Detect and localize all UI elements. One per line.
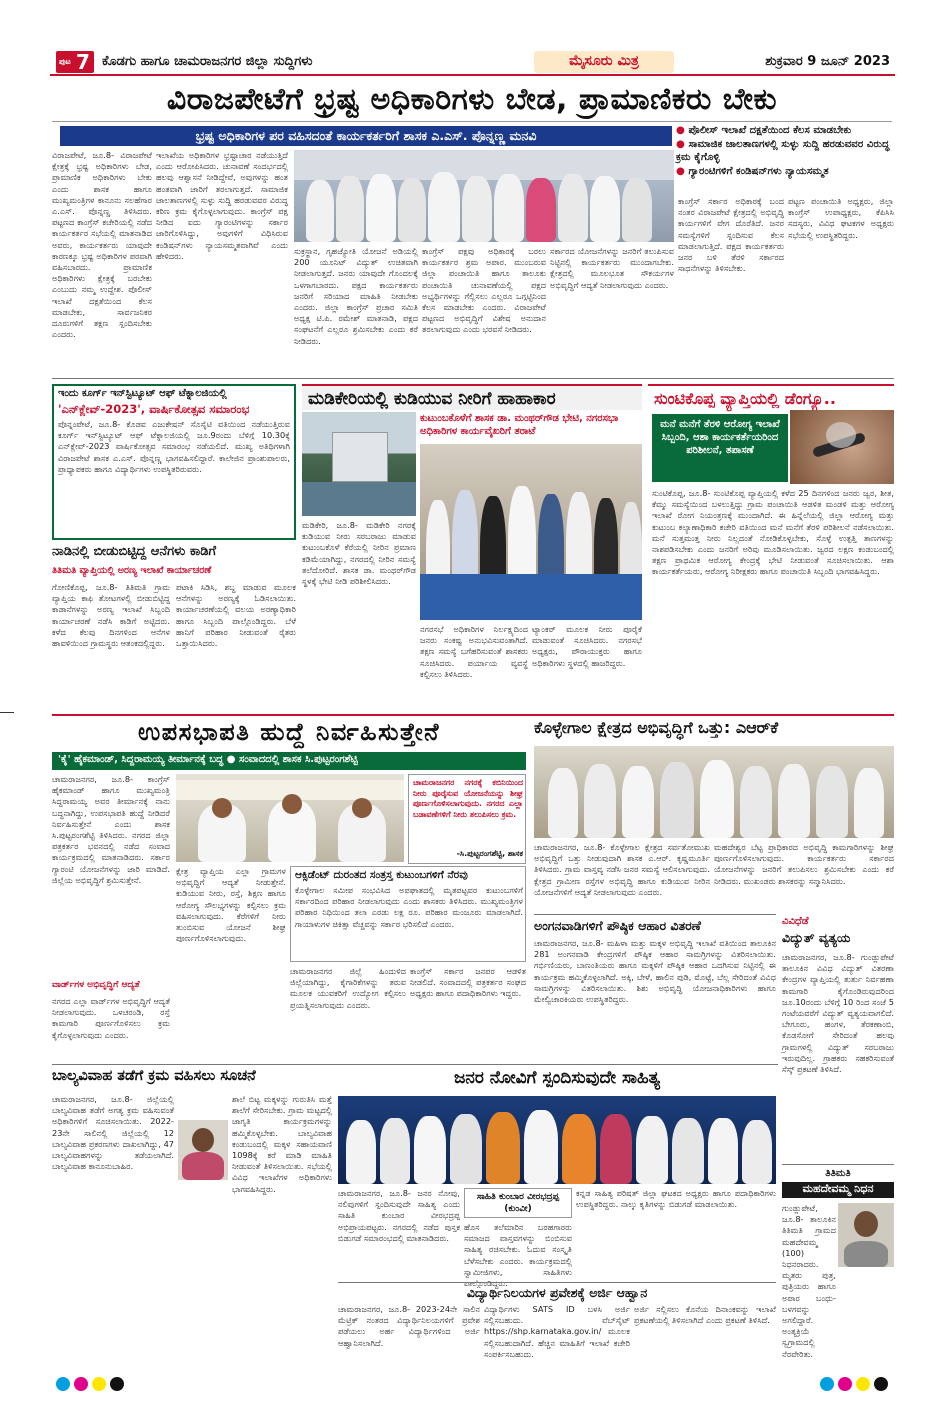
lead-bullets xyxy=(676,124,894,192)
accident-box xyxy=(290,866,526,962)
reg-dot xyxy=(856,1377,870,1391)
lead-bullet: ● ಗ್ಯಾರಂಟಿಗಳಿಗೆ ಕಂಡಿಷನ್‌ಗಳು ನ್ಯಾಯಸಮ್ಮತ xyxy=(676,165,829,177)
deputy-column-1: ಚಾಮರಾಜನಗರ, ಜೂ.8- ಕಾಂಗ್ರೆಸ್ ಹೈಕಮಾಂಡ್ ಹಾಗೂ ಮುಖ್ಯಮಂತ್ರಿ ಸಿದ್ದರಾಮಯ್ಯ ಅವರ ತೀರ್ಮಾನಕ್ಕೆ ನಾನು ಬದ್ಧನಾಗಿದ್ದು, ಉಪಸಭಾಪತಿ ಹುದ್ದೆ ನೀಡಿದರೆ ನಿರ್ವಹಿಸುತ್ತೇನೆ ಎಂದು ಶಾಸಕ ಸಿ.ಪುಟ್ಟರಂಗಶೆಟ್ಟಿ ತಿಳಿಸಿದರು. ನಗರದ ಜಿಲ್ಲಾ ಪತ್ರಕರ್ತರ ಭವನದಲ್ಲಿ ನಡೆದ ಸಂವಾದ ಕಾರ್ಯಕ್ರಮದಲ್ಲಿ ಮಾತನಾಡಿದರು. ಸರ್ಕಾರ ಗ್ಯಾರಂಟಿ ಯೋಜನೆಗಳನ್ನು ಜಾರಿ ಮಾಡಿದೆ. ಜಿಲ್ಲೆಯ ಅಭಿವೃದ್ಧಿಗೆ ಶ್ರಮಿಸುತ್ತೇನೆ. xyxy=(52,774,170,885)
dengue-headline: ಸುಂಟಿಕೊಪ್ಪ ವ್ಯಾಪ್ತಿಯಲ್ಲಿ ಡೆಂಗ್ಯೂ.. xyxy=(648,384,894,410)
anganwadi-headline: ಅಂಗನವಾಡಿಗಳಿಗೆ ಪೌಷ್ಠಿಕ ಆಹಾರ ವಿತರಣೆ xyxy=(534,914,776,934)
mosquito-photo xyxy=(790,410,894,484)
vividede-label: ವಿವಿಧೆಡೆ xyxy=(782,916,809,927)
enclave-headline: 'ಎನ್‌ಕ್ಲೇವ್-2023', ವಾರ್ಷಿಕೋತ್ಸವ ಸಮಾರಂಭ xyxy=(58,402,250,416)
page-label: ಪುಟ xyxy=(59,57,71,66)
lead-subhead: ಭ್ರಷ್ಟ ಅಧಿಕಾರಿಗಳ ಪರ ವಹಿಸದಂತೆ ಕಾರ್ಯಕರ್ತರಿಗೆ ಶಾಸಕ ಎ.ಎಸ್. ಪೊನ್ನಣ್ಣ ಮನವಿ xyxy=(60,126,672,146)
reg-dot xyxy=(874,1377,888,1391)
deputy-kicker: ವಾರ್ಡ್‌ಗಳ ಅಭಿವೃದ್ಧಿಗೆ ಆದ್ಯತೆ xyxy=(52,980,140,990)
accident-headline: ಆಕ್ಸಿಡೆಂಟ್ ದುರಂತದ ಸಂತ್ರಸ್ತ ಕುಟುಂಬಗಳಿಗೆ ನೆರವು xyxy=(295,869,468,881)
kollegal-headline: ಕೊಳ್ಳೇಗಾಲ ಕ್ಷೇತ್ರದ ಅಭಿವೃದ್ಧಿಗೆ ಒತ್ತು: ಎಆರ್‌ಕೆ xyxy=(534,718,779,737)
official-portrait xyxy=(178,1120,228,1180)
lead-column-4: ಕಾಂಗ್ರೆಸ್ ಪಕ್ಷವು ಅಧಿಕಾರಕ್ಕೆ ಬರಲು ಕಾರ್ಯಕರ್ತರ ಶ್ರಮ ಅಪಾರ. ಮುಂಬರುವ ಜಿಲ್ಲಾ ಪಂಚಾಯಿತಿ ಹಾಗೂ ತಾಲೂಕು ಪಂಚಾಯಿತಿ ಚುನಾವಣೆಯಲ್ಲಿ ಪಕ್ಷದ ಅಭ್ಯರ್ಥಿಗಳನ್ನು ಗೆಲ್ಲಿಸಲು ಎಲ್ಲರೂ ಒಗ್ಗಟ್ಟಿನಿಂದ ಕೆಲಸ ಮಾಡಬೇಕು ಎಂದರು. ವಿರಾಜಪೇಟೆ ಪಟ್ಟಣದ ಅಭಿವೃದ್ಧಿಗೆ ವಿಶೇಷ ಅನುದಾನ ತರಲಾಗುವುದು ಎಂದು ಭರವಸೆ ನೀಡಿದರು. xyxy=(422,246,546,335)
deputy-headline: ಉಪಸಭಾಪತಿ ಹುದ್ದೆ ನಿರ್ವಹಿಸುತ್ತೇನೆ xyxy=(138,718,440,746)
reg-dot xyxy=(838,1377,852,1391)
section-title: ಕೊಡಗು ಹಾಗೂ ಚಾಮರಾಜನಗರ ಜಿಲ್ಲಾ ಸುದ್ದಿಗಳು xyxy=(102,54,313,69)
obituary-headline: ಮಹದೇವಮ್ಮ ನಿಧನ xyxy=(782,1182,894,1198)
masthead xyxy=(50,50,895,76)
deputy-column-4: ಕಾಂಗ್ರೆಸ್ ಸರ್ಕಾರ ಜನಪರ ಆಡಳಿತ ನೀಡಲಿದೆ. ಸಂವಾದದಲ್ಲಿ ಪತ್ರಕರ್ತರ ಸಂಘದ ಅಧ್ಯಕ್ಷರು ಹಾಗೂ ಪದಾಧಿಕಾರಿಗಳು ಇದ್ದರು. xyxy=(410,966,526,999)
enclave-kicker: ಇಂದು ಕೂರ್ಗ್ ಇನ್‌ಸ್ಟಿಟ್ಯೂಟ್ ಆಫ್ ಟೆಕ್ನಾಲಜಿಯಲ್ಲಿ xyxy=(58,388,227,399)
deputy-column-3: ಚಾಮರಾಜನಗರ ಜಿಲ್ಲೆ ಹಿಂದುಳಿದ ಜಿಲ್ಲೆಯಾಗಿದ್ದು, ಕೈಗಾರಿಕೆಗಳನ್ನು ತರುವ ಮೂಲಕ ಯುವಕರಿಗೆ ಉದ್ಯೋಗ ಕಲ್ಪಿಸಲು ಪ್ರಯತ್ನಿಸಲಾಗುವುದು ಎಂದರು. xyxy=(290,966,406,1010)
dengue-box: ಮನೆ ಮನೆಗೆ ತೆರಳಿ ಆರೋಗ್ಯ ಇಲಾಖೆ ಸಿಬ್ಬಂದಿ, ಆಶಾ ಕಾರ್ಯಕರ್ತೆಯರಿಂದ ಪರಿಶೀಲನೆ, ತಪಾಸಣೆ xyxy=(652,414,788,482)
literature-headline: ಜನರ ನೋವಿಗೆ ಸ್ಪಂದಿಸುವುದೇ ಸಾಹಿತ್ಯ xyxy=(453,1068,661,1088)
reg-dot xyxy=(110,1377,124,1391)
paper-name: ಮೈಸೂರು ಮಿತ್ರ xyxy=(534,51,674,73)
obituary-label: ತಿತಿಮತಿ xyxy=(825,1168,851,1179)
child-marriage-headline: ಬಾಲ್ಯವಿವಾಹ ತಡೆಗೆ ಕ್ರಮ ವಹಿಸಲು ಸೂಚನೆ xyxy=(52,1068,256,1084)
registration-marks xyxy=(52,1374,894,1394)
child-marriage-column-1: ಚಾಮರಾಜನಗರ, ಜೂ.8- ಜಿಲ್ಲೆಯಲ್ಲಿ ಬಾಲ್ಯವಿವಾಹ ತಡೆಗೆ ಅಗತ್ಯ ಕ್ರಮ ವಹಿಸುವಂತೆ ಅಧಿಕಾರಿಗಳಿಗೆ ಸೂಚಿಸಲಾಯಿತು. 2022-23ನೇ ಸಾಲಿನಲ್ಲಿ ಜಿಲ್ಲೆಯಲ್ಲಿ 12 ಬಾಲ್ಯವಿವಾಹ ಪ್ರಕರಣಗಳು ದಾಖಲಾಗಿದ್ದು, 47 ಬಾಲ್ಯವಿವಾಹಗಳನ್ನು ತಡೆಯಲಾಗಿದೆ. ಬಾಲ್ಯವಿವಾಹ ಕಾನೂನುಬಾಹಿರ. xyxy=(52,1094,174,1172)
anganwadi-body: ಚಾಮರಾಜನಗರ, ಜೂ.8- ಮಹಿಳಾ ಮತ್ತು ಮಕ್ಕಳ ಅಭಿವೃದ್ಧಿ ಇಲಾಖೆ ವತಿಯಿಂದ ತಾಲೂಕಿನ 281 ಅಂಗನವಾಡಿ ಕೇಂದ್ರಗಳಿಗೆ ಪೌಷ್ಠಿಕ ಆಹಾರ ಸಾಮಗ್ರಿಗಳನ್ನು ವಿತರಿಸಲಾಯಿತು. ಗರ್ಭಿಣಿಯರು, ಬಾಣಂತಿಯರು ಹಾಗೂ ಮಕ್ಕಳಿಗೆ ಪೌಷ್ಠಿಕ ಆಹಾರ ಒದಗಿಸುವ ನಿಟ್ಟಿನಲ್ಲಿ ಈ ಕಾರ್ಯಕ್ರಮ ಹಮ್ಮಿಕೊಳ್ಳಲಾಗಿದೆ. ಅಕ್ಕಿ, ಬೇಳೆ, ಹಾಲಿನ ಪುಡಿ, ಮೊಟ್ಟೆ, ಬೆಲ್ಲ ಸೇರಿದಂತೆ ವಿವಿಧ ಸಾಮಗ್ರಿಗಳನ್ನು ವಿತರಿಸಲಾಯಿತು. ಶಿಶು ಅಭಿವೃದ್ಧಿ ಯೋಜನಾಧಿಕಾರಿಗಳು ಹಾಗೂ ಮೇಲ್ವಿಚಾರಕಿಯರು ಉಪಸ್ಥಿತರಿದ್ದರು. xyxy=(534,938,776,1005)
hostel-column-1: ಚಾಮರಾಜನಗರ, ಜೂ.8- 2023-24ನೇ ಸಾಲಿನ ಮೆಟ್ರಿಕ್ ನಂತರದ ವಿದ್ಯಾರ್ಥಿನಿಲಯಗಳಿಗೆ ಪ್ರವೇಶ ಪಡೆಯಲು ಅರ್ಹ ವಿದ್ಯಾರ್ಥಿಗಳಿಂದ ಅರ್ಜಿ ಆಹ್ವಾನಿಸಲಾಗಿದೆ. xyxy=(338,1304,480,1348)
elephant-column-2: ಪಟಾಕಿ ಸಿಡಿಸಿ, ಶಬ್ದ ಮಾಡುವ ಮೂಲಕ ಆನೆಗಳನ್ನು ಅರಣ್ಯಕ್ಕೆ ಓಡಿಸಲಾಯಿತು. ಕಾರ್ಯಾಚರಣೆಯಲ್ಲಿ ವಲಯ ಅರಣ್ಯಾಧಿಕಾರಿ ಹಾಗೂ ಸಿಬ್ಬಂದಿ ಪಾಲ್ಗೊಂಡಿದ್ದರು. ಬೆಳೆ ಹಾನಿಗೆ ಪರಿಹಾರ ನೀಡುವಂತೆ ರೈತರು ಒತ್ತಾಯಿಸಿದರು. xyxy=(176,582,296,649)
obituary-body: ಗುಂಡ್ಲುಪೇಟೆ, ಜೂ.8- ತಾಲೂಕಿನ ತಿತಿಮತಿ ಗ್ರಾಮದ ಮಹದೇವಮ್ಮ (100) ನಿಧನರಾದರು. ಮೃತರು ಪುತ್ರ, ಪುತ್ರಿಯರು ಹಾಗೂ ಅಪಾರ ಬಂಧು-ಬಳಗವನ್ನು ಅಗಲಿದ್ದಾರೆ. ಅಂತ್ಯಕ್ರಿಯೆ ಸ್ವಗ್ರಾಮದಲ್ಲಿ ನೆರವೇರಿತು. xyxy=(782,1203,836,1359)
obituary-photo xyxy=(838,1203,894,1267)
deputy-sub: 'ಕೈ' ಹೈಕಮಾಂಡ್, ಸಿದ್ದರಾಮಯ್ಯ ತೀರ್ಮಾನಕ್ಕೆ ಬದ್ಧ ● ಸಂವಾದದಲ್ಲಿ ಶಾಸಕ ಸಿ.ಪುಟ್ಟರಂಗಶೆಟ್ಟಿ xyxy=(52,752,526,770)
lead-column-6: ಕಾಂಗ್ರೆಸ್ ಸರ್ಕಾರ ಅಧಿಕಾರಕ್ಕೆ ಬಂದ ನಂತರ ವಿರಾಜಪೇಟೆ ಕ್ಷೇತ್ರದಲ್ಲಿ ಅಭಿವೃದ್ಧಿ ಕಾರ್ಯಗಳಿಗೆ ವೇಗ ದೊರೆತಿದೆ. ಜನರ ಸಮಸ್ಯೆಗಳಿಗೆ ಸ್ಪಂದಿಸುವ ಕೆಲಸ ಮಾಡಲಾಗುತ್ತಿದೆ. ಪಕ್ಷದ ಕಾರ್ಯಕರ್ತರು ಜನರ ಬಳಿ ತೆರಳಿ ಸರ್ಕಾರದ ಸಾಧನೆಗಳನ್ನು ತಿಳಿಸಬೇಕು. xyxy=(678,196,784,274)
kollegal-column-2: ಮಹದೇಶ್ವರ ಬೆಟ್ಟ ಪ್ರಾಧಿಕಾರದ ಅಭಿವೃದ್ಧಿ ಕಾಮಗಾರಿಗಳನ್ನು ಶೀಘ್ರ ಪೂರ್ಣಗೊಳಿಸಲಾಗುವುದು. ಕಾರ್ಯಕರ್ತರು ಸರ್ಕಾರದ ಯೋಜನೆಗಳನ್ನು ಜನರಿಗೆ ತಲುಪಿಸಲು ಶ್ರಮಿಸಬೇಕು ಎಂದು ಕರೆ ನೀಡಿದರು. ಮುಖಂಡರು ಶಾಸಕರನ್ನು ಸನ್ಮಾನಿಸಿದರು. xyxy=(714,842,894,886)
reg-dot xyxy=(56,1377,70,1391)
water-sub: ಕುಟುಂಬಕೊಳೆಗೆ ಶಾಸಕ ಡಾ. ಮಂಥರ್‌ಗೌಡ ಭೇಟಿ, ನಗರಸಭಾ ಅಧಿಕಾರಿಗಳ ಕಾರ್ಯವೈಖರಿಗೆ ತರಾಟೆ xyxy=(420,413,619,437)
elephant-headline: ನಾಡಿನಲ್ಲಿ ಬೀಡುಬಿಟ್ಟಿದ್ದ ಆನೆಗಳು ಕಾಡಿಗೆ xyxy=(52,544,217,559)
water-headline: ಮಡಿಕೇರಿಯಲ್ಲಿ ಕುಡಿಯುವ ನೀರಿಗೆ ಹಾಹಾಕಾರ xyxy=(302,384,642,410)
kollegal-photo xyxy=(534,746,894,838)
lead-bullet: ● ಪೊಲೀಸ್ ಇಲಾಖೆ ದಕ್ಷತೆಯಿಂದ ಕೆಲಸ ಮಾಡಬೇಕು xyxy=(676,125,852,136)
lead-headline: ವಿರಾಜಪೇಟೆಗೆ ಭ್ರಷ್ಟ ಅಧಿಕಾರಿಗಳು ಬೇಡ, ಪ್ರಾಮಾಣಿಕರು ಬೇಕು xyxy=(52,82,892,122)
obituary-box xyxy=(782,1164,894,1364)
hostel-column-2: ವಿದ್ಯಾರ್ಥಿಗಳು SATS ID ಬಳಸಿ ಅರ್ಜಿ ಸಲ್ಲಿಸಬಹುದು. ವೆಬ್‌ಸೈಟ್ https://shp.karnataka.gov.in/ ಮೂಲಕ ಸಲ್ಲಿಸಬಹುದಾಗಿದೆ. ಹೆಚ್ಚಿನ ಮಾಹಿತಿಗೆ ಇಲಾಖೆ ಕಚೇರಿ ಸಂಪರ್ಕಿಸಬಹುದು. xyxy=(484,1304,630,1359)
water-column-1: ಮಡಿಕೇರಿ, ಜೂ.8- ಮಡಿಕೇರಿ ನಗರಕ್ಕೆ ಕುಡಿಯುವ ನೀರು ಸರಬರಾಜು ಮಾಡುವ ಕುಟುಂಬಕೊಳೆ ಕೆರೆಯಲ್ಲಿ ನೀರಿನ ಪ್ರಮಾಣ ಕಡಿಮೆಯಾಗಿದ್ದು, ನಗರದಲ್ಲಿ ನೀರಿನ ಸಮಸ್ಯೆ ತಲೆದೋರಿದೆ. ಶಾಸಕ ಡಾ. ಮಂಥರ್‌ಗೌಡ ಸ್ಥಳಕ್ಕೆ ಭೇಟಿ ನೀಡಿ ಪರಿಶೀಲಿಸಿದರು. xyxy=(302,520,416,587)
lead-photo xyxy=(294,150,674,242)
hostel-column-3: ಅರ್ಜಿ ಸಲ್ಲಿಸಲು ಕೊನೆಯ ದಿನಾಂಕವನ್ನು ಇಲಾಖೆ ಪ್ರಕಟಣೆಯಲ್ಲಿ ತಿಳಿಸಲಾಗಿದೆ ಎಂದು ಪ್ರಕಟಣೆ ತಿಳಿಸಿದೆ. xyxy=(634,1304,776,1326)
water-column-2: ನಗರಸಭೆ ಅಧಿಕಾರಿಗಳ ನಿರ್ಲಕ್ಷ್ಯದಿಂದ ಜನರು ಸಂಕಷ್ಟ ಅನುಭವಿಸುವಂತಾಗಿದೆ. ತಕ್ಷಣ ಸಮಸ್ಯೆ ಬಗೆಹರಿಸುವಂತೆ ಶಾಸಕರು ಸೂಚಿಸಿದರು. ಪರ್ಯಾಯ ವ್ಯವಸ್ಥೆ ಕಲ್ಪಿಸಲು ತಿಳಿಸಿದರು. xyxy=(420,624,528,679)
dengue-body: ಸುಂಟಿಕೊಪ್ಪ, ಜೂ.8- ಸುಂಟಿಕೊಪ್ಪ ವ್ಯಾಪ್ತಿಯಲ್ಲಿ ಕಳೆದ 25 ದಿನಗಳಿಂದ ಜನರು ಜ್ವರ, ಶೀತ, ಕೆಮ್ಮು ಸಮಸ್ಯೆಯಿಂದ ಬಳಲುತ್ತಿದ್ದು ಗ್ರಾಮ ಪಂಚಾಯಿತಿ ಆಡಳಿತ ಮಂಡಳಿ ಮತ್ತು ಆರೋಗ್ಯ ಇಲಾಖೆ ರೋಗ ನಿಯಂತ್ರಣಕ್ಕೆ ಮುಂದಾಗಿದೆ. ಈ ಹಿನ್ನೆಲೆಯಲ್ಲಿ ಜಿಲ್ಲಾ ಆರೋಗ್ಯ ಮತ್ತು ಕುಟುಂಬ ಕಲ್ಯಾಣಾಧಿಕಾರಿ ಕಚೇರಿ ವತಿಯಿಂದ ಮನೆ ಮನೆಗೆ ತೆರಳಿ ಪರಿಶೀಲನೆ ನಡೆಸಲಾಯಿತು. ಮನೆ ಸುತ್ತಮುತ್ತ ನೀರು ನಿಲ್ಲದಂತೆ ನೋಡಿಕೊಳ್ಳಬೇಕು, ಸೊಳ್ಳೆ ಉತ್ಪತ್ತಿ ತಾಣಗಳನ್ನು ನಾಶಪಡಿಸಬೇಕು ಎಂದು ಜನರಿಗೆ ಅರಿವು ಮೂಡಿಸಲಾಯಿತು. ಜ್ವರದ ಲಕ್ಷಣ ಕಂಡುಬಂದಲ್ಲಿ ತಕ್ಷಣ ಪ್ರಾಥಮಿಕ ಆರೋಗ್ಯ ಕೇಂದ್ರಕ್ಕೆ ಭೇಟಿ ನೀಡುವಂತೆ ಸೂಚಿಸಲಾಯಿತು. ಆಶಾ ಕಾರ್ಯಕರ್ತೆಯರು, ಆರೋಗ್ಯ ನಿರೀಕ್ಷಕರು ಹಾಗೂ ಪಂಚಾಯಿತಿ ಸಿಬ್ಬಂದಿ ಭಾಗವಹಿಸಿದ್ದರು. xyxy=(652,488,894,577)
deputy-quote-by: -ಸಿ.ಪುಟ್ಟರಂಗಶೆಟ್ಟಿ, ಶಾಸಕ xyxy=(456,849,523,858)
child-marriage-column-2: ಶಾಲೆ ಬಿಟ್ಟ ಮಕ್ಕಳನ್ನು ಗುರುತಿಸಿ ಮತ್ತೆ ಶಾಲೆಗೆ ಸೇರಿಸಬೇಕು. ಗ್ರಾಮ ಮಟ್ಟದಲ್ಲಿ ಜಾಗೃತಿ ಕಾರ್ಯಕ್ರಮಗಳನ್ನು ಹಮ್ಮಿಕೊಳ್ಳಬೇಕು. ಬಾಲ್ಯವಿವಾಹ ಕಂಡುಬಂದಲ್ಲಿ ಮಕ್ಕಳ ಸಹಾಯವಾಣಿ 1098ಕ್ಕೆ ಕರೆ ಮಾಡಿ ಮಾಹಿತಿ ನೀಡುವಂತೆ ತಿಳಿಸಲಾಯಿತು. ಸಭೆಯಲ್ಲಿ ವಿವಿಧ ಇಲಾಖೆಗಳ ಅಧಿಕಾರಿಗಳು ಭಾಗವಹಿಸಿದ್ದರು. xyxy=(232,1094,332,1194)
water-tank-photo xyxy=(302,412,416,516)
reg-dot xyxy=(74,1377,88,1391)
crop-mark xyxy=(0,712,14,713)
enclave-body: ಪೊನ್ನಂಪೇಟೆ, ಜೂ.8- ಕೊಡವ ಎಜುಕೇಷನ್ ಸೊಸೈಟಿ ವತಿಯಿಂದ ನಡೆಯುತ್ತಿರುವ ಕೂರ್ಗ್ ಇನ್‌ಸ್ಟಿಟ್ಯೂಟ್ ಆಫ್ ಟೆಕ್ನಾಲಜಿಯಲ್ಲಿ ಜೂ.9ರಂದು ಬೆಳಿಗ್ಗೆ 10.30ಕ್ಕೆ ಎನ್‌ಕ್ಲೇವ್-2023 ವಾರ್ಷಿಕೋತ್ಸವ ಸಮಾರಂಭ ನಡೆಯಲಿದೆ. ಮುಖ್ಯ ಅತಿಥಿಗಳಾಗಿ ವಿರಾಜಪೇಟೆ ಶಾಸಕ ಎ.ಎಸ್. ಪೊನ್ನಣ್ಣ ಭಾಗವಹಿಸಲಿದ್ದಾರೆ. ಕಾಲೇಜಿನ ಪ್ರಾಂಶುಪಾಲರು, ಪ್ರಾಧ್ಯಾಪಕರು ಹಾಗೂ ವಿದ್ಯಾರ್ಥಿಗಳು ಉಪಸ್ಥಿತರಿರುವರು. xyxy=(58,419,290,474)
literature-column-1: ಚಾಮರಾಜನಗರ, ಜೂ.8- ಜನರ ನೋವು, ನಲಿವುಗಳಿಗೆ ಸ್ಪಂದಿಸುವುದೇ ಸಾಹಿತ್ಯ ಎಂದು ಸಾಹಿತಿ ಕುಂಬಾರ ವೀರಭದ್ರಪ್ಪ ಅಭಿಪ್ರಾಯಪಟ್ಟರು. ನಗರದಲ್ಲಿ ನಡೆದ ಪುಸ್ತಕ ಬಿಡುಗಡೆ ಸಮಾರಂಭದಲ್ಲಿ ಮಾತನಾಡಿದರು. xyxy=(338,1188,460,1243)
lead-column-1: ವಿರಾಜಪೇಟೆ, ಜೂ.8- ವಿರಾಜಪೇಟೆ ಕ್ಷೇತ್ರಕ್ಕೆ ಭ್ರಷ್ಟ ಅಧಿಕಾರಿಗಳು ಬೇಡ, ಪ್ರಾಮಾಣಿಕ ಅಧಿಕಾರಿಗಳು ಬೇಕು ಎಂದು ಶಾಸಕ ಹಾಗೂ ಮುಖ್ಯಮಂತ್ರಿಗಳ ಕಾನೂನು ಸಲಹೆಗಾರ ಎ.ಎಸ್. ಪೊನ್ನಣ್ಣ ತಿಳಿಸಿದರು. ಪಟ್ಟಣದ ಕಾಂಗ್ರೆಸ್ ಕಚೇರಿಯಲ್ಲಿ ನಡೆದ ಕಾರ್ಯಕರ್ತರ ಸಭೆಯಲ್ಲಿ ಮಾತನಾಡಿದ ಅವರು, ಕಾರ್ಯಕರ್ತರು ಯಾವುದೇ ಕಾರಣಕ್ಕೂ ಭ್ರಷ್ಟ ಅಧಿಕಾರಿಗಳ ಪರವಾಗಿ ವಹಿಸಬಾರದು. ಪ್ರಾಮಾಣಿಕ ಅಧಿಕಾರಿಗಳು ಕ್ಷೇತ್ರಕ್ಕೆ ಬರಬೇಕು ಎಂಬುದು ನಮ್ಮ ಉದ್ದೇಶ. ಪೊಲೀಸ್ ಇಲಾಖೆ ದಕ್ಷತೆಯಿಂದ ಕೆಲಸ ಮಾಡಬೇಕು, ಸಾರ್ವಜನಿಕರ ದೂರುಗಳಿಗೆ ತಕ್ಷಣ ಸ್ಪಂದಿಸಬೇಕು ಎಂದರು. xyxy=(52,150,152,340)
literature-caption: ಸಾಹಿತಿ ಕುಂಬಾರ ವೀರಭದ್ರಪ್ಪ (ಕುಂವೀ) xyxy=(476,1192,560,1214)
deputy-press-photo xyxy=(176,774,404,862)
vividede-headline: ವಿದ್ಯುತ್ ವ್ಯತ್ಯಯ xyxy=(782,930,851,945)
issue-date: ಶುಕ್ರವಾರ 9 ಜೂನ್ 2023 xyxy=(765,54,890,69)
kollegal-column-1: ಚಾಮರಾಜನಗರ, ಜೂ.8- ಕೊಳ್ಳೇಗಾಲ ಕ್ಷೇತ್ರದ ಸರ್ವತೋಮುಖ ಅಭಿವೃದ್ಧಿಗೆ ಒತ್ತು ನೀಡುವುದಾಗಿ ಶಾಸಕ ಎ.ಆರ್. ಕೃಷ್ಣಮೂರ್ತಿ ತಿಳಿಸಿದರು. ಗ್ರಾಮ ವಾಸ್ತವ್ಯ ನಡೆಸಿ ಜನರ ಸಮಸ್ಯೆ ಆಲಿಸಲಾಗುವುದು. ಕ್ಷೇತ್ರದ ಗ್ರಾಮೀಣ ರಸ್ತೆಗಳ ಅಭಿವೃದ್ಧಿ ಹಾಗೂ ಕುಡಿಯುವ ನೀರಿನ ಯೋಜನೆಗಳಿಗೆ ಆದ್ಯತೆ ನೀಡಲಾಗುವುದು ಎಂದರು. xyxy=(534,842,710,897)
accident-body: ಕೊಳ್ಳೇಗಾಲ ಸಮೀಪ ಸಂಭವಿಸಿದ ಅಪಘಾತದಲ್ಲಿ ಮೃತಪಟ್ಟವರ ಕುಟುಂಬಗಳಿಗೆ ಸರ್ಕಾರದಿಂದ ಪರಿಹಾರ ನೀಡಲಾಗುವುದು ಎಂದು ಶಾಸಕರು ತಿಳಿಸಿದರು. ಮುಖ್ಯಮಂತ್ರಿಗಳ ಪರಿಹಾರ ನಿಧಿಯಿಂದ ತಲಾ ಎರಡು ಲಕ್ಷ ರೂ. ಪರಿಹಾರ ಮಂಜೂರು ಮಾಡಲಾಗಿದೆ. ಗಾಯಾಳುಗಳ ಚಿಕಿತ್ಸಾ ವೆಚ್ಚವನ್ನು ಸರ್ಕಾರ ಭರಿಸಲಿದೆ ಎಂದರು. xyxy=(295,885,523,929)
enclave-box xyxy=(52,384,296,540)
lead-column-7: ಪಟ್ಟಣ ಪಂಚಾಯಿತಿ ಅಧ್ಯಕ್ಷರು, ಜಿಲ್ಲಾ ಕಾಂಗ್ರೆಸ್ ಉಪಾಧ್ಯಕ್ಷರು, ಕೆಪಿಸಿಸಿ ಸದಸ್ಯರು, ವಿವಿಧ ಘಟಕಗಳ ಅಧ್ಯಕ್ಷರು ಸಭೆಯಲ್ಲಿ ಉಪಸ್ಥಿತರಿದ್ದರು. xyxy=(788,196,894,240)
deputy-quote-box xyxy=(408,774,526,864)
lead-column-3: ಸುಕ್ರಸ್ಥಾನ, ಗೃಹಜ್ಯೋತಿ ಯೋಜನೆ ಅಡಿಯಲ್ಲಿ 200 ಯೂನಿಟ್ ವಿದ್ಯುತ್ ಉಚಿತವಾಗಿ ನೀಡಲಾಗುತ್ತದೆ. ಜನರು ಯಾವುದೇ ಗೊಂದಲಕ್ಕೆ ಒಳಗಾಗಬಾರದು. ಪಕ್ಷದ ಕಾರ್ಯಕರ್ತರು ಜನರಿಗೆ ಸರಿಯಾದ ಮಾಹಿತಿ ನೀಡಬೇಕು ಎಂದರು. ಜಿಲ್ಲಾ ಕಾಂಗ್ರೆಸ್ ಪ್ರಚಾರ ಸಮಿತಿ ಅಧ್ಯಕ್ಷ ಟಿ.ಪಿ. ರಮೇಶ್ ಮಾತನಾಡಿ, ಪಕ್ಷದ ಸಂಘಟನೆಗೆ ಎಲ್ಲರೂ ಶ್ರಮಿಸಬೇಕು ಎಂದು ಕರೆ ನೀಡಿದರು. xyxy=(294,246,418,346)
water-column-3: ಟ್ಯಾಂಕರ್ ಮೂಲಕ ನೀರು ಪೂರೈಕೆ ಮಾಡುವಂತೆ ಸೂಚಿಸಿದರು. ನಗರಸಭೆ ಅಧ್ಯಕ್ಷರು, ಪೌರಾಯುಕ್ತರು ಹಾಗೂ ಅಧಿಕಾರಿಗಳು ಸ್ಥಳದಲ್ಲಿ ಹಾಜರಿದ್ದರು. xyxy=(532,624,642,668)
literature-column-2: ಹೊಸ ತಲೆಮಾರಿನ ಬರಹಗಾರರು ಸಮಾಜದ ವಾಸ್ತವಗಳನ್ನು ಬಿಂಬಿಸುವ ಸಾಹಿತ್ಯ ರಚಿಸಬೇಕು. ಓದುವ ಸಂಸ್ಕೃತಿ ಬೆಳೆಸಬೇಕು ಎಂದರು. ಕಾರ್ಯಕ್ರಮದಲ್ಲಿ ಸ್ವಾಮೀಜಿಗಳು, ಸಾಹಿತಿಗಳು ಪಾಲ್ಗೊಂಡಿದ್ದರು. xyxy=(464,1222,572,1289)
water-visit-photo xyxy=(420,444,642,620)
hostel-headline: ವಿದ್ಯಾರ್ಥಿನಿಲಯಗಳ ಪ್ರವೇಶಕ್ಕೆ ಅರ್ಜಿ ಆಹ್ವಾನ xyxy=(338,1282,776,1302)
lead-column-5: ಸರ್ಕಾರದ ಯೋಜನೆಗಳನ್ನು ಜನರಿಗೆ ತಲುಪಿಸುವ ನಿಟ್ಟಿನಲ್ಲಿ ಕಾರ್ಯಕರ್ತರು ಮುಂದಾಗಬೇಕು. ಕ್ಷೇತ್ರದಲ್ಲಿ ಮೂಲಭೂತ ಸೌಕರ್ಯಗಳ ಅಭಿವೃದ್ಧಿಗೆ ಆದ್ಯತೆ ನೀಡಲಾಗುವುದು ಎಂದರು. xyxy=(550,246,674,290)
page-number-box xyxy=(56,51,94,73)
reg-dot xyxy=(820,1377,834,1391)
vividede-body: ಚಾಮರಾಜನಗರ, ಜೂ.8- ಗುಂಡ್ಲುಪೇಟೆ ತಾಲೂಕಿನ ವಿವಿಧ ವಿದ್ಯುತ್ ವಿತರಣಾ ಕೇಂದ್ರಗಳ ವ್ಯಾಪ್ತಿಯಲ್ಲಿ ತುರ್ತು ನಿರ್ವಹಣಾ ಕಾಮಗಾರಿ ಕೈಗೊಂಡಿರುವುದರಿಂದ ಜೂ.10ರಂದು ಬೆಳಿಗ್ಗೆ 10 ರಿಂದ ಸಂಜೆ 5 ಗಂಟೆಯವರೆಗೆ ವಿದ್ಯುತ್ ವ್ಯತ್ಯಯವಾಗಲಿದೆ. ಬೇಗೂರು, ಹಂಗಳ, ತೆರಕಣಾಂಬಿ, ಕೊಡಸೋಗೆ ಸೇರಿದಂತೆ ಹಲವು ಗ್ರಾಮಗಳಲ್ಲಿ ವಿದ್ಯುತ್ ಸರಬರಾಜು ಇರುವುದಿಲ್ಲ. ಗ್ರಾಹಕರು ಸಹಕರಿಸುವಂತೆ ಸೆಸ್ಕ್ ಪ್ರಕಟಣೆ ತಿಳಿಸಿದೆ. xyxy=(782,952,894,1075)
lead-column-2: ಇಲಾಖೆಯ ಅಧಿಕಾರಿಗಳ ಭ್ರಷ್ಟಾಚಾರ ನಡೆಯುತ್ತಿದೆ ಎಂದು ಆರೋಪಿಸಿದರು. ಚುನಾವಣೆ ಸಂದರ್ಭದಲ್ಲಿ ಹಲವು ಆಶ್ವಾಸನೆ ನೀಡಿದ್ದೇವೆ, ಅವುಗಳನ್ನು ಹಂತ ಹಂತವಾಗಿ ಜಾರಿಗೆ ತರಲಾಗುತ್ತದೆ. ಸಾಮಾಜಿಕ ಜಾಲತಾಣಗಳಲ್ಲಿ ಸುಳ್ಳು ಸುದ್ದಿ ಹರಡುವವರ ವಿರುದ್ಧ ಕಠಿಣ ಕ್ರಮ ಕೈಗೊಳ್ಳಲಾಗುವುದು. ಕಾಂಗ್ರೆಸ್ ಪಕ್ಷ ನೀಡಿದ ಐದು ಗ್ಯಾರಂಟಿಗಳನ್ನು ಸರ್ಕಾರ ಜಾರಿಗೊಳಿಸಿದ್ದು, ಅವುಗಳಿಗೆ ವಿಧಿಸಿರುವ ಕಂಡಿಷನ್‌ಗಳು ನ್ಯಾಯಸಮ್ಮತವಾಗಿವೆ ಎಂದು ಹೇಳಿದರು. xyxy=(156,150,288,261)
literature-photo xyxy=(338,1096,776,1184)
literature-caption-box xyxy=(464,1188,572,1218)
deputy-column-2: ಕ್ಷೇತ್ರ ವ್ಯಾಪ್ತಿಯ ಎಲ್ಲಾ ಗ್ರಾಮಗಳ ಅಭಿವೃದ್ಧಿಗೆ ಆದ್ಯತೆ ನೀಡುತ್ತೇನೆ. ಕುಡಿಯುವ ನೀರು, ರಸ್ತೆ, ಶಿಕ್ಷಣ ಹಾಗೂ ಆರೋಗ್ಯ ಸೌಲಭ್ಯಗಳನ್ನು ಕಲ್ಪಿಸಲು ಕ್ರಮ ವಹಿಸಲಾಗುವುದು. ಕೆರೆಗಳಿಗೆ ನೀರು ತುಂಬಿಸುವ ಯೋಜನೆ ಶೀಘ್ರ ಪೂರ್ಣಗೊಳಿಸಲಾಗುವುದು. xyxy=(176,866,286,944)
page-number: 7 xyxy=(76,50,90,74)
literature-column-3: ಕನ್ನಡ ಸಾಹಿತ್ಯ ಪರಿಷತ್ ಜಿಲ್ಲಾ ಘಟಕದ ಅಧ್ಯಕ್ಷರು ಹಾಗೂ ಪದಾಧಿಕಾರಿಗಳು ಉಪಸ್ಥಿತರಿದ್ದರು. ನಾಲ್ಕು ಕೃತಿಗಳನ್ನು ಬಿಡುಗಡೆ ಮಾಡಲಾಯಿತು. xyxy=(576,1188,776,1210)
deputy-column-1b: ನಗರದ ಎಲ್ಲಾ ವಾರ್ಡ್‌ಗಳ ಅಭಿವೃದ್ಧಿಗೆ ಆದ್ಯತೆ ನೀಡಲಾಗುವುದು. ಒಳಚರಂಡಿ, ರಸ್ತೆ ಕಾಮಗಾರಿ ಪೂರ್ಣಗೊಳಿಸಲು ಕ್ರಮ ಕೈಗೊಳ್ಳಲಾಗುವುದು ಎಂದರು. xyxy=(52,996,170,1040)
deputy-quote: ಚಾಮರಾಜನಗರ ನಗರಕ್ಕೆ ಕಬಿನಿಯಿಂದ ನೀರು ಪೂರೈಸುವ ಯೋಜನೆಯನ್ನು ಶೀಘ್ರ ಪೂರ್ಣಗೊಳಿಸಲಾಗುವುದು. ನಗರದ ಎಲ್ಲಾ ಬಡಾವಣೆಗಳಿಗೆ ನೀರು ತಲುಪಿಸಲು ಕ್ರಮ. xyxy=(413,778,523,819)
reg-dot xyxy=(92,1377,106,1391)
lead-bullet: ● ಸಾಮಾಜಿಕ ಜಾಲತಾಣಗಳಲ್ಲಿ ಸುಳ್ಳು ಸುದ್ದಿ ಹರಡುವವರ ವಿರುದ್ಧ ಕ್ರಮ ಕೈಗೊಳ್ಳಿ xyxy=(676,138,890,164)
elephant-column-1: ಗೋಣಿಕೊಪ್ಪ, ಜೂ.8- ತಿತಿಮತಿ ಗ್ರಾಮ ವ್ಯಾಪ್ತಿಯ ಕಾಫಿ ತೋಟಗಳಲ್ಲಿ ಬೀಡುಬಿಟ್ಟಿದ್ದ ಕಾಡಾನೆಗಳನ್ನು ಅರಣ್ಯ ಇಲಾಖೆ ಸಿಬ್ಬಂದಿ ಕಾರ್ಯಾಚರಣೆ ನಡೆಸಿ ಕಾಡಿಗೆ ಅಟ್ಟಿದರು. ಕಳೆದ ಕೆಲವು ದಿನಗಳಿಂದ ಆನೆಗಳ ಹಾವಳಿಯಿಂದ ಗ್ರಾಮಸ್ಥರು ಆತಂಕದಲ್ಲಿದ್ದರು. xyxy=(52,582,170,649)
elephant-sub: ತಿತಿಮತಿ ವ್ಯಾಪ್ತಿಯಲ್ಲಿ ಅರಣ್ಯ ಇಲಾಖೆ ಕಾರ್ಯಾಚರಣೆ xyxy=(52,565,212,576)
